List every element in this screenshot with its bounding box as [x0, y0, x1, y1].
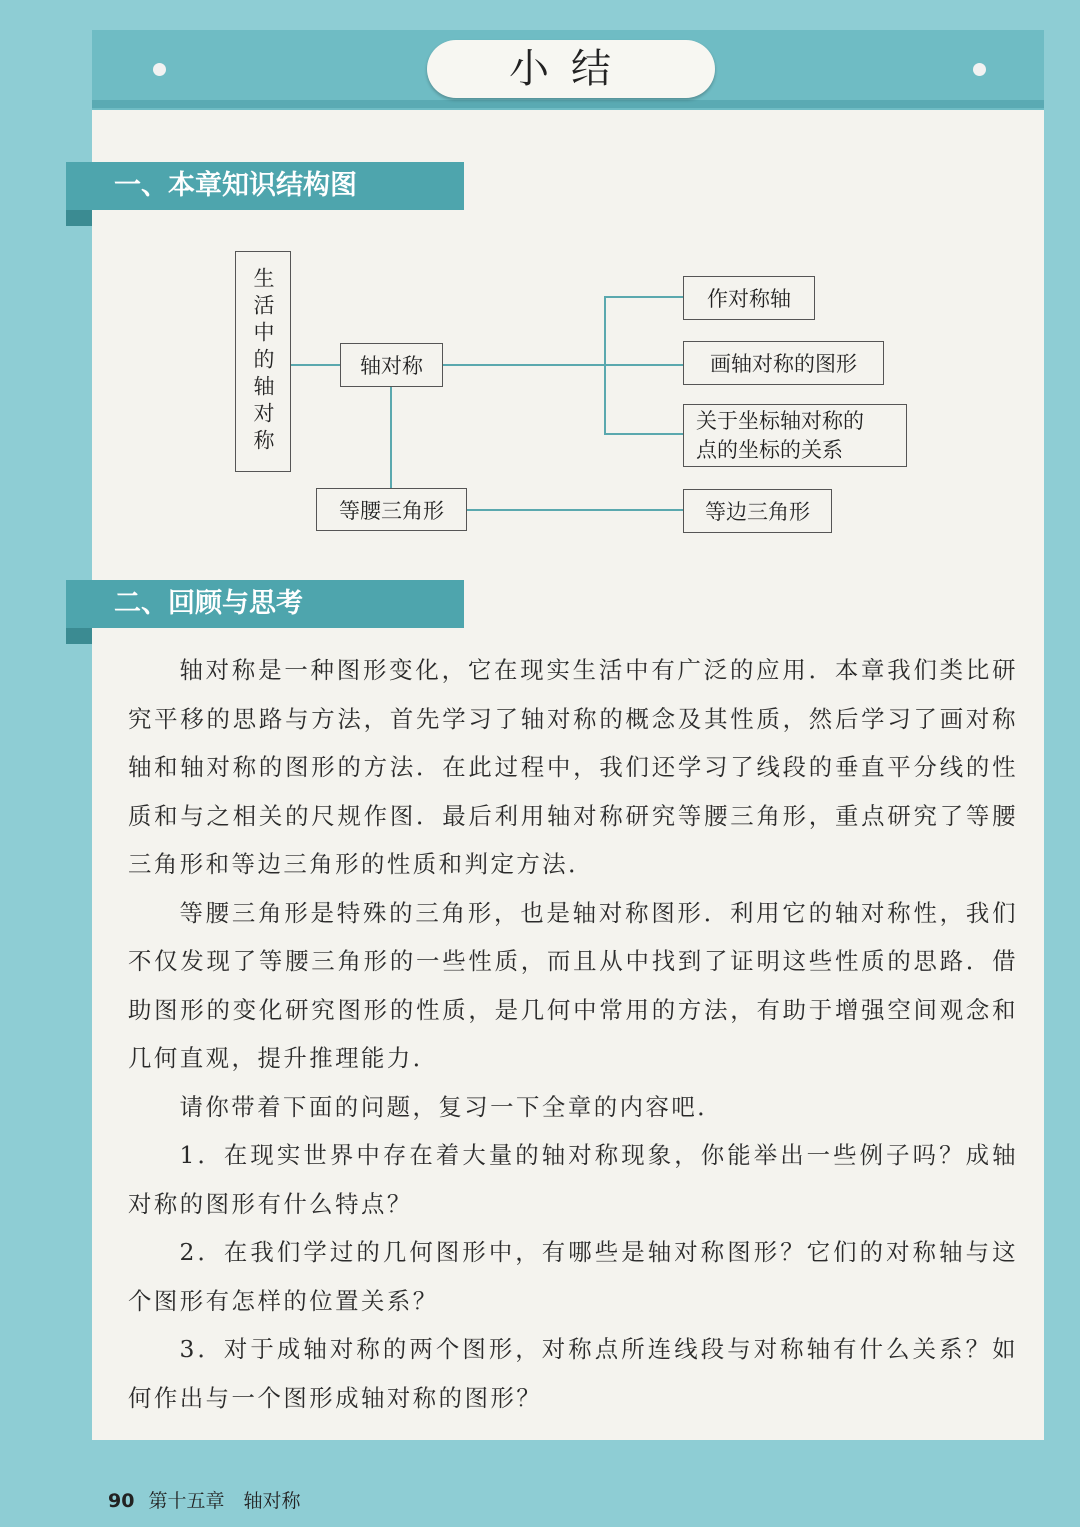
- connector-axial-isosceles: [390, 386, 392, 490]
- binder-hole-left: [153, 63, 166, 76]
- diagram-coord-line1: 关于坐标轴对称的: [696, 409, 864, 433]
- section-heading-structure: 一、本章知识结构图: [66, 162, 464, 210]
- diagram-draw-box: 画轴对称的图形: [683, 341, 884, 385]
- question-2: 2．在我们学过的几何图形中，有哪些是轴对称图形？它们的对称轴与这个图形有怎样的位置关系？: [128, 1238, 1018, 1315]
- paragraph-3: 请你带着下面的问题，复习一下全章的内容吧．: [179, 1092, 724, 1121]
- diagram-isosceles-box: 等腰三角形: [316, 488, 467, 531]
- connector-to-draw: [604, 364, 684, 366]
- diagram-coord-line2: 点的坐标的关系: [696, 438, 843, 462]
- binder-hole-right: [973, 63, 986, 76]
- diagram-coord-box: [683, 404, 907, 467]
- connector-to-axis: [604, 296, 684, 298]
- connector-to-coord: [604, 433, 684, 435]
- diagram-root-box: 生活中的轴对称: [235, 251, 291, 472]
- page-title: 小结: [427, 40, 715, 98]
- review-text: [128, 646, 1018, 1422]
- page-footer: [108, 1486, 300, 1513]
- question-1: 1．在现实世界中存在着大量的轴对称现象，你能举出一些例子吗？成轴对称的图形有什么特点？: [128, 1141, 1018, 1218]
- paragraph-1: 轴对称是一种图形变化，它在现实生活中有广泛的应用．本章我们类比研究平移的思路与方法，首先学习了轴对称的概念及其性质，然后学习了画对称轴和轴对称的图形的方法．在此过程中，我们还学习了线段的垂直平分线的性质和与之相关的尺规作图．最后利用轴对称研究等腰三角形，重点研究了等腰三角形和等边三角形的性质和判定方法．: [128, 656, 1018, 878]
- diagram-axis-box: 作对称轴: [683, 276, 815, 320]
- paragraph-2: 等腰三角形是特殊的三角形，也是轴对称图形．利用它的轴对称性，我们不仅发现了等腰三角形的一些性质，而且从中找到了证明这些性质的思路．借助图形的变化研究图形的性质，是几何中常用的方法，有助于增强空间观念和几何直观，提升推理能力．: [128, 898, 1018, 1072]
- connector-axial-branch: [443, 364, 605, 366]
- chapter-label: 第十五章 轴对称: [148, 1490, 301, 1512]
- connector-root-axial: [290, 364, 340, 366]
- diagram-axial-box: 轴对称: [340, 343, 443, 387]
- connector-isosceles-equilateral: [467, 509, 683, 511]
- header-banner-stripe: [92, 100, 1044, 108]
- diagram-equilateral-box: 等边三角形: [683, 489, 832, 533]
- page-number: 90: [108, 1490, 135, 1512]
- question-3: 3．对于成轴对称的两个图形，对称点所连线段与对称轴有什么关系？如何作出与一个图形成轴对称的图形？: [128, 1335, 1018, 1412]
- section-heading-review: 二、回顾与思考: [66, 580, 464, 628]
